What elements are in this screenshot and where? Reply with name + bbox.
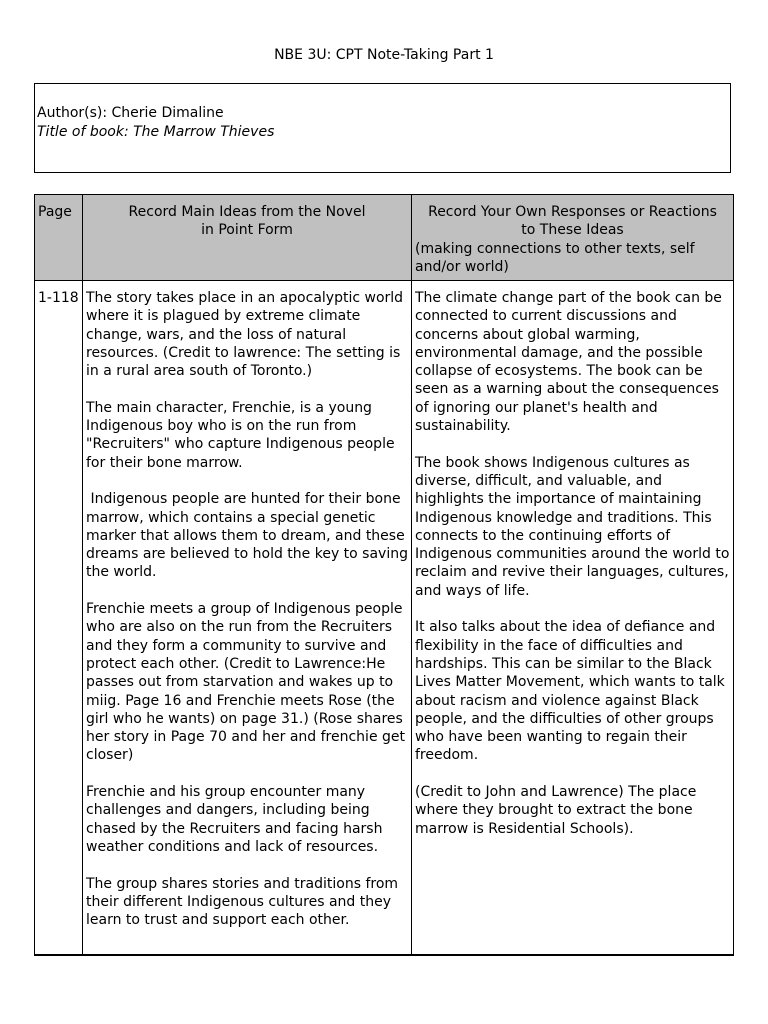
responses-header-line2: to These Ideas	[521, 222, 624, 239]
main-idea-paragraph: Frenchie and his group encounter many challenges and dangers, including being chased by the Recruiters and facing harsh weather conditions and lack of resources.	[86, 784, 387, 855]
responses-header-line3: (making connections to other texts, self and/or world)	[415, 240, 695, 275]
response-paragraph: (Credit to John and Lawrence) The place where they brought to extract the bone marrow is Residential Schools).	[415, 784, 701, 837]
responses-cell	[412, 281, 734, 955]
responses-column-header	[412, 195, 734, 281]
response-paragraph: The climate change part of the book can be connected to current discussions and concerns about global warming, environmental damage, and the possible collapse of ecosystems. The book can be seen as a warning about the consequences of ignoring our planet's health and sustainability.	[415, 290, 727, 435]
main-ideas-header-line2: in Point Form	[201, 222, 293, 239]
document-title: NBE 3U: CPT Note-Taking Part 1	[274, 47, 494, 63]
notes-table	[34, 194, 734, 956]
response-paragraph: It also talks about the idea of defiance and flexibility in the face of difficulties and hardships. This can be similar to the Black Lives Matter Movement, which wants to talk about racism and violence against Black people, and the difficulties of other groups who have been wanting to regain their freedom.	[415, 619, 730, 764]
responses-header-line1: Record Your Own Responses or Reactions	[428, 204, 717, 220]
main-idea-paragraph: Indigenous people are hunted for their bone marrow, which contains a special genetic marker that allows them to dream, and these dreams are believed to hold the key to saving the world.	[86, 491, 413, 581]
main-ideas-cell	[83, 281, 412, 955]
table-row	[35, 281, 734, 955]
page-range-cell: 1-118	[35, 281, 83, 955]
page-column-header: Page	[35, 195, 83, 281]
book-info-box	[34, 83, 731, 173]
main-idea-paragraph: The story takes place in an apocalyptic world where it is plagued by extreme climate change, wars, and the loss of natural resources. (Credit to lawrence: The setting is in a rural area south of Toronto.)	[86, 290, 408, 380]
author-line: Author(s): Cherie Dimaline	[37, 105, 224, 121]
main-ideas-header-line1: Record Main Ideas from the Novel	[128, 204, 366, 220]
main-idea-paragraph: Frenchie meets a group of Indigenous people who are also on the run from the Recruiters and they form a community to survive and protect each other. (Credit to Lawrence:He passes out from starvation and wakes up to miig. Page 16 and Frenchie meets Rose (the girl who he wants) on page 31.) (Rose shares her story in Page 70 and her and frenchie get closer)	[86, 601, 410, 764]
header-row	[35, 195, 734, 281]
response-paragraph: The book shows Indigenous cultures as diverse, difficult, and valuable, and highlights the importance of maintaining Indigenous knowledge and traditions. This connects to the continuing efforts of Indigenous communities around the world to reclaim and revive their languages, cultures, and ways of life.	[415, 454, 734, 599]
main-idea-paragraph: The group shares stories and traditions from their different Indigenous cultures and they learn to trust and support each other.	[86, 875, 403, 929]
book-title-line: Title of book: The Marrow Thieves	[37, 124, 275, 140]
main-ideas-column-header	[83, 195, 412, 281]
main-idea-paragraph: The main character, Frenchie, is a young Indigenous boy who is on the run from "Recruiters" who capture Indigenous people for their bone marrow.	[86, 399, 400, 471]
